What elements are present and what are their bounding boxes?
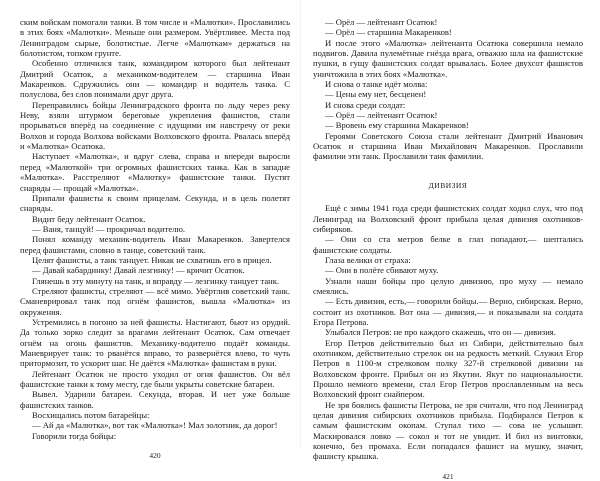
paragraph: Устремились в погоню за ней фашисты. Настигают, бьют из орудий. Да только зорко следит за врагами лейтенант Осатюк. Сам отвечает огнём на огонь фашистов. Механику-водителю подаёт команды. Маневрирует танк: то рванётся вправо, то развернётся влево, то чуть притормозит, то ускорит шаг. Не даётся «Малютка» фашистам в руки.: [20, 316, 290, 369]
paragraph: Не зря боялись фашисты Петрова, не зря считали, что под Ленинград целая дивизия сибирских охотников прибыла. Подбирался Петров к самым фашистским окопам. Ступал тихо — сова не услышит. Маскировался ловко — сокол и тот не увидит. И бил из винтовки, конечно, без промаха. Если попадался фашист на мушку, значит, фашисту крышка.: [313, 399, 583, 462]
paragraph: Егор Петров действительно был из Сибири, действительно был охотником, действительно стрелок он на редкость меткий. Служил Егор Петров в 1100-м стрелковом полку 327-й стрелковой дивизии на Волховском фронте. Прибыл он из Якутии. Якут по национальности. Прошло немного времени, стал Егор Петров прославленным на весь Волховский фронт снайпером.: [313, 337, 583, 400]
paragraph: Целят фашисты, а танк танцует. Никак не схватишь его в прицел.: [32, 254, 272, 265]
paragraph: — Ай да «Малютка», вот так «Малютка»! Мал золотник, да дорог!: [32, 420, 278, 431]
paragraph: Вывел. Ударили батареи. Секунда, вторая. И нет уже больше фашистских танков.: [20, 389, 290, 410]
paragraph: — Орёл — лейтенант Осатюк!: [325, 110, 438, 121]
paragraph: И снова о танке идёт молва:: [325, 79, 428, 90]
page-number-right: 421: [442, 471, 454, 481]
paragraph: ским войскам помогали танки. В том числе и «Малютки». Прославились в этих боях «Малютки». Меньше они размером. Увёртливее. Места под Ленинградом сырые, болотистые. Легче «Малюткам» держаться на болотистом, топком грунте.: [20, 17, 290, 59]
left-page-body: [20, 17, 290, 441]
paragraph: Переправились бойцы Ленинградского фронта по льду через реку Неву, взяли штурмом береговые укрепления фашистов, стали прорываться вперёд на соединение с идущими им навстречу от реки Волхов и города Волхова войсками Волховского фронта. Рвалась вперёд и «Малютка» Осатюка.: [20, 99, 290, 152]
paragraph: И после этого «Малютка» лейтенанта Осатюка совершила немало подвигов. Давила пулемётные гнёзда врага, отважно шла на фашистские пушки, в гущу фашистских солдат врывалась. Более двухсот фашистов уничтожила в этих боях «Малютка».: [313, 37, 583, 79]
paragraph: Припали фашисты к своим прицелам. Секунда, и в цель полетят снаряды.: [20, 192, 290, 214]
right-page-body-top: [313, 17, 583, 162]
paragraph: Понял команду механик-водитель Иван Макаренков. Завертелся перед фашистами, словно в танце, советский танк.: [20, 234, 290, 255]
paragraph: — Орёл — лейтенант Осатюк!: [325, 17, 438, 27]
paragraph: Героями Советского Союза стали лейтенант Дмитрий Иванович Осатюк и старшина Иван Михайлович Макаренков. Прославили фамилии эти танк. Прославили танк фамилии.: [313, 130, 583, 162]
paragraph: Глаза велики от страха:: [325, 254, 411, 265]
paragraph: — Ваня, танцуй! — прокричал водителю.: [32, 223, 186, 234]
left-page: [20, 17, 290, 460]
paragraph: Наступает «Малютка», и вдруг слева, справа и впереди выросли перед «Малюткой» три огромных фашистских танка. Как в западне «Малютка». Расстреляют «Малютку» фашистские танки. Пустят снаряды — прощай «Малютка».: [20, 151, 290, 193]
right-page-body-bottom: [313, 203, 583, 462]
paragraph: Говорили тогда бойцы:: [32, 430, 117, 441]
paragraph: Лейтенант Осатюк не просто уходил от огня фашистов. Он вёл фашистские танки к тому месту, где были укрыты советские батареи.: [20, 368, 290, 390]
paragraph: — Они в полёте сбивают муху.: [325, 265, 439, 276]
paragraph: Ещё с зимы 1941 года среди фашистских солдат ходил слух, что под Ленинград на Волховский фронт прибыла целая дивизия охотников-сибиряков.: [313, 203, 583, 234]
page-number-left: 420: [149, 451, 161, 461]
paragraph: — Вровень ему старшина Макаренков!: [325, 120, 469, 131]
paragraph: Видит беду лейтенант Осатюк.: [32, 213, 146, 224]
paragraph: — Они со ста метров белке в глаз попадают,— шептались фашистские солдаты.: [313, 234, 583, 255]
paragraph: Стреляют фашисты, стреляют — всё мимо. Увёртлив советский танк. Сманеврировал танк под огнём фашистов, вышла «Малютка» из окружения.: [20, 285, 290, 317]
paragraph: — Орёл — старшина Макаренков!: [325, 27, 452, 38]
chapter-title: ДИВИЗИЯ: [428, 180, 468, 190]
right-page: [313, 17, 583, 481]
paragraph: — Есть дивизия, есть,— говорили бойцы.— Верно, сибирская. Верно, состоит из охотников. Вот она — дивизия,— и показывали на солдата Егора Петрова.: [313, 296, 583, 327]
paragraph: — Цены ему нет, бесценен!: [325, 89, 427, 100]
paragraph: Глянешь в эту минуту на танк, и вправду — лезгинку танцует танк.: [32, 275, 280, 286]
paragraph: И снова среди солдат:: [325, 99, 406, 110]
paragraph: Улыбался Петров: не про каждого скажешь, что он — дивизия.: [325, 327, 556, 338]
paragraph: — Давай кабардинку! Давай лезгинку! — кричит Осатюк.: [32, 265, 245, 276]
book-spine: [300, 0, 301, 448]
paragraph: Восхищались потом батарейцы:: [32, 410, 150, 421]
paragraph: Особенно отличился танк, командиром которого был лейтенант Дмитрий Осатюк, а механиком-водителем — старшина Иван Макаренков. Сдружились они — командир и водитель танка. С полуслова, без слов понимали друг друга.: [20, 58, 290, 100]
paragraph: Узнали наши бойцы про целую дивизию, про муху — немало смеялись.: [313, 275, 583, 296]
